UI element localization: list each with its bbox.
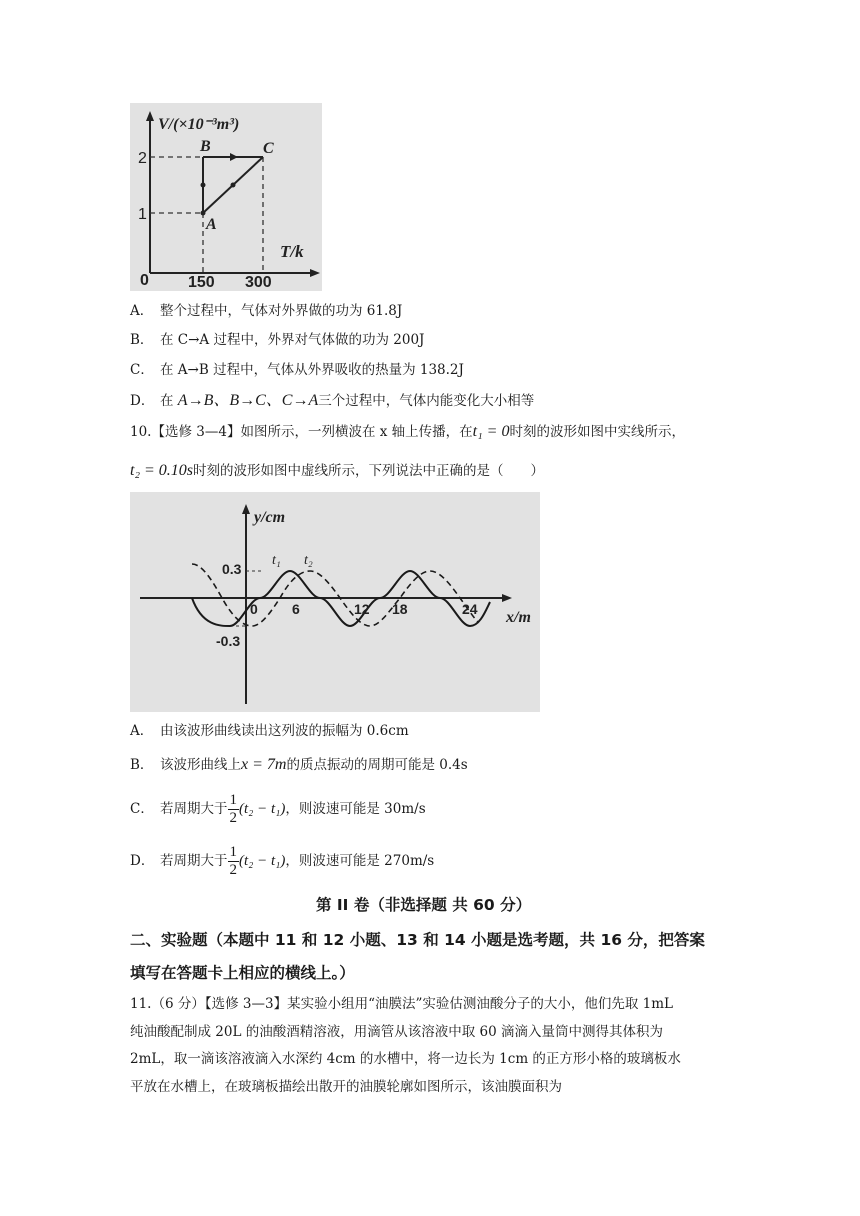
fraction-half: $\frac{1}{2}$ bbox=[229, 792, 237, 826]
point-b-label: B bbox=[200, 138, 211, 155]
q11-line3: 2mL，取一滴该溶液滴入水深约 4cm 的水槽中，将一边长为 1cm 的正方形小格的玻璃板水 bbox=[130, 1051, 681, 1067]
x-axis-label: x/m bbox=[506, 609, 531, 626]
svg-text:0.3: 0.3 bbox=[222, 561, 242, 577]
wave-graph bbox=[130, 492, 540, 712]
svg-text:2: 2 bbox=[138, 150, 147, 167]
section2-heading-line2: 填写在答题卡上相应的横线上。） bbox=[130, 964, 355, 982]
svg-text:-0.3: -0.3 bbox=[216, 633, 241, 649]
q11-line2: 纯油酸配制成 20L 的油酸酒精溶液，用滴管从该溶液中取 60 滴滴入量筒中测得其体积为 bbox=[130, 1024, 663, 1040]
v-axis-arrow bbox=[146, 111, 154, 121]
q9-option-a: A． 整个过程中，气体对外界做的功为 61.8J bbox=[130, 303, 403, 319]
part2-title: 第 II 卷（非选择题 共 60 分） bbox=[316, 896, 532, 914]
t-axis-label: T/k bbox=[280, 242, 304, 261]
q10-option-a: A． 由该波形曲线读出这列波的振幅为 0.6cm bbox=[130, 723, 409, 739]
q9-option-b: B． 在 C→A 过程中，外界对气体做的功为 200J bbox=[130, 332, 425, 348]
q11-line1: 11.（6 分）【选修 3—3】某实验小组用“油膜法”实验估测油酸分子的大小，他们先取 1mL bbox=[130, 996, 674, 1012]
q9-option-c: C． 在 A→B 过程中，气体从外界吸收的热量为 138.2J bbox=[130, 362, 464, 378]
y-axis-label: y/cm bbox=[254, 509, 286, 526]
section2-heading-line1: 二、实验题（本题中 11 和 12 小题、13 和 14 小题是选考题，共 16 分，把答案 bbox=[130, 931, 705, 949]
vt-diagram bbox=[130, 103, 322, 291]
fraction-half: $\frac{1}{2}$ bbox=[229, 844, 237, 878]
curve-label-t2: t₂ bbox=[304, 553, 313, 568]
svg-text:300: 300 bbox=[245, 274, 272, 291]
v-axis-label: V/(×10⁻³m³) bbox=[158, 116, 240, 133]
svg-text:6: 6 bbox=[292, 601, 300, 617]
svg-text:12: 12 bbox=[354, 601, 370, 617]
q10-stem-line1: 10.【选修 3—4】如图所示，一列横波在 x 轴上传播，在t₁ = 0时刻的波形如图中实线所示， bbox=[130, 423, 685, 440]
svg-text:18: 18 bbox=[392, 601, 408, 617]
q10-option-c: C． 若周期大于 $\frac{1}{2}$ (t₂ − t₁)，则波速可能是 30m/s bbox=[130, 792, 426, 826]
svg-text:150: 150 bbox=[188, 274, 215, 291]
q9-option-d: D． 在 A→B、B→C、C→A三个过程中，气体内能变化大小相等 bbox=[130, 392, 535, 409]
svg-text:24: 24 bbox=[462, 601, 478, 617]
svg-text:0: 0 bbox=[140, 272, 149, 289]
point-a-label: A bbox=[206, 216, 217, 233]
svg-text:1: 1 bbox=[138, 206, 147, 223]
point-c-label: C bbox=[263, 140, 274, 157]
q10-option-d: D． 若周期大于 $\frac{1}{2}$ (t₂ − t₁)，则波速可能是 270m/s bbox=[130, 844, 435, 878]
curve-label-t1: t₁ bbox=[272, 553, 281, 568]
svg-text:0: 0 bbox=[250, 601, 258, 617]
q11-line4: 平放在水槽上，在玻璃板描绘出散开的油膜轮廓如图所示，该油膜面积为 bbox=[130, 1079, 562, 1095]
q10-option-b: B． 该波形曲线上x = 7m的质点振动的周期可能是 0.4s bbox=[130, 756, 468, 773]
t-axis-arrow bbox=[310, 269, 320, 277]
q10-stem-line2: t₂ = 0.10s时刻的波形如图中虚线所示，下列说法中正确的是（ ） bbox=[130, 462, 545, 479]
